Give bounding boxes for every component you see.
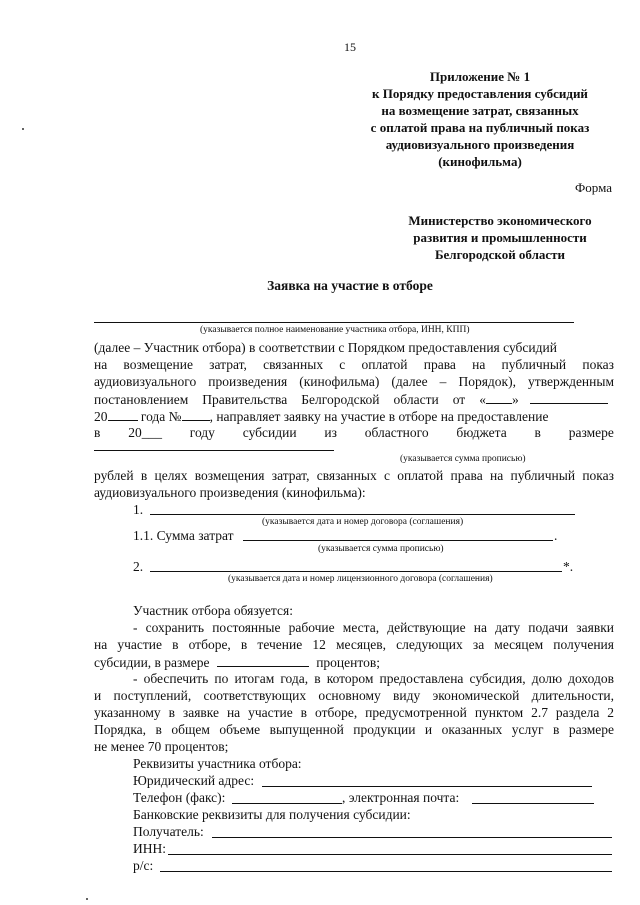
word: в: [534, 425, 541, 440]
paragraph1-line3: аудиовизуального произведения (кинофильма) (далее – Порядок), утвержденным: [94, 374, 614, 389]
item2-number: 2.: [133, 559, 144, 574]
text-line: (далее – Участник отбора) в соответствии с Порядком предоставления субсидий: [94, 340, 557, 355]
recipient-line[interactable]: [212, 837, 612, 838]
paragraph1-line5: [94, 408, 614, 425]
obligation1-line3: [94, 654, 380, 671]
amount-words-hint: (указывается сумма прописью): [400, 454, 526, 464]
ministry-addressee: [370, 212, 630, 263]
license-hint: (указывается дата и номер лицензионного договора (соглашения): [228, 574, 493, 584]
amount-words-line[interactable]: [94, 450, 334, 451]
contract-hint: (указывается дата и номер договора (соглашения): [262, 517, 464, 527]
account-line[interactable]: [160, 871, 612, 872]
paragraph2-line2: аудиовизуального произведения (кинофильма):: [94, 485, 366, 500]
word: размере: [568, 425, 614, 440]
text-fragment: постановлением Правительства Белгородской области от «: [94, 392, 486, 407]
inn-line[interactable]: [168, 854, 612, 855]
item11-label: 1.1. Сумма затрат: [133, 528, 234, 543]
appendix-header: [320, 68, 640, 170]
obligation1-line2: на участие в отборе, в течение 12 месяцев, следующих за месяцем получения: [94, 637, 614, 652]
percent-blank[interactable]: [217, 654, 309, 667]
account-label: р/с:: [133, 858, 154, 873]
inn-label: ИНН:: [133, 841, 166, 856]
form-label: Форма: [575, 180, 612, 195]
legal-address-label: Юридический адрес:: [133, 773, 255, 788]
item11-end: .: [554, 528, 558, 543]
obligations-heading: Участник отбора обязуется:: [133, 603, 293, 618]
word: в: [94, 425, 101, 440]
appendix-line: Приложение № 1: [429, 69, 531, 84]
email-line[interactable]: [472, 803, 594, 804]
obligation2-line2: и поступлений, соответствующих основному виду экономической длительности,: [94, 688, 614, 703]
date-day-blank[interactable]: [486, 391, 512, 404]
ministry-line: развития и промышленности: [413, 230, 587, 245]
ministry-line: Министерство экономического: [408, 213, 592, 228]
participant-name-line[interactable]: [94, 322, 574, 323]
appendix-line: на возмещение затрат, связанных: [381, 103, 579, 118]
cost-words-hint: (указывается сумма прописью): [318, 544, 444, 554]
text-fragment: 20: [94, 409, 108, 424]
obligation2-line3: указанному в заявке на участие в отборе, предусмотренной пунктом 2.7 раздела 2: [94, 705, 614, 720]
paragraph1-line1: [94, 340, 614, 356]
page-number: 15: [344, 40, 356, 54]
appendix-line: к Порядку предоставления субсидий: [372, 86, 588, 101]
text-fragment: , направляет заявку на участие в отборе на предоставление: [209, 409, 549, 424]
obligation2-line1: - обеспечить по итогам года, в котором предоставлена субсидия, долю доходов: [133, 671, 614, 686]
legal-address-line[interactable]: [262, 786, 592, 787]
obligation2-line4: Порядка, в общем объеме выпущенной продукции и оказанных услуг в размере: [94, 722, 614, 737]
appendix-line: с оплатой права на публичный показ: [370, 120, 590, 135]
phone-line[interactable]: [232, 803, 342, 804]
word: бюджета: [456, 425, 507, 440]
recipient-label: Получатель:: [133, 824, 204, 839]
ministry-line: Белгородской области: [434, 247, 566, 262]
item2-line[interactable]: [150, 571, 562, 572]
text-fragment: процентов;: [316, 655, 380, 670]
cost-amount-line[interactable]: [243, 540, 553, 541]
text-fragment: года №: [137, 409, 182, 424]
decree-number-blank[interactable]: [182, 408, 210, 421]
bank-heading: Банковские реквизиты для получения субсидии:: [133, 807, 411, 822]
item2-end: *.: [563, 559, 574, 574]
text-fragment: »: [512, 392, 519, 407]
appendix-line: аудиовизуального произведения: [385, 137, 575, 152]
year-blank[interactable]: [108, 408, 138, 421]
text-fragment: субсидии, в размере: [94, 655, 210, 670]
item1-number: 1.: [133, 502, 144, 517]
email-label: , электронная почта:: [342, 790, 460, 805]
paragraph1-line6: [94, 425, 614, 441]
word: субсидии: [242, 425, 297, 440]
participant-hint: (указывается полное наименование участника отбора, ИНН, КПП): [200, 325, 470, 335]
obligation1-line1: - сохранить постоянные рабочие места, действующие на дату подачи заявки: [133, 620, 614, 635]
requisites-heading: Реквизиты участника отбора:: [133, 756, 302, 771]
paragraph2-line1: рублей в целях возмещения затрат, связанных с оплатой права на публичный показ: [94, 468, 614, 483]
word: году: [189, 425, 215, 440]
word: из: [324, 425, 337, 440]
word: областного: [364, 425, 429, 440]
paragraph1-line4: [94, 391, 614, 408]
word: 20___: [128, 425, 162, 440]
scan-speck: [86, 898, 88, 900]
obligation2-line5: не менее 70 процентов;: [94, 739, 229, 754]
scan-speck: [22, 128, 24, 130]
appendix-line: (кинофильма): [438, 154, 522, 169]
document-title: Заявка на участие в отборе: [267, 278, 433, 293]
paragraph1-line2: на возмещение затрат, связанных с оплатой права на публичный показ: [94, 357, 614, 372]
item1-line[interactable]: [150, 514, 575, 515]
phone-label: Телефон (факс):: [133, 790, 226, 805]
date-month-blank[interactable]: [530, 391, 608, 404]
